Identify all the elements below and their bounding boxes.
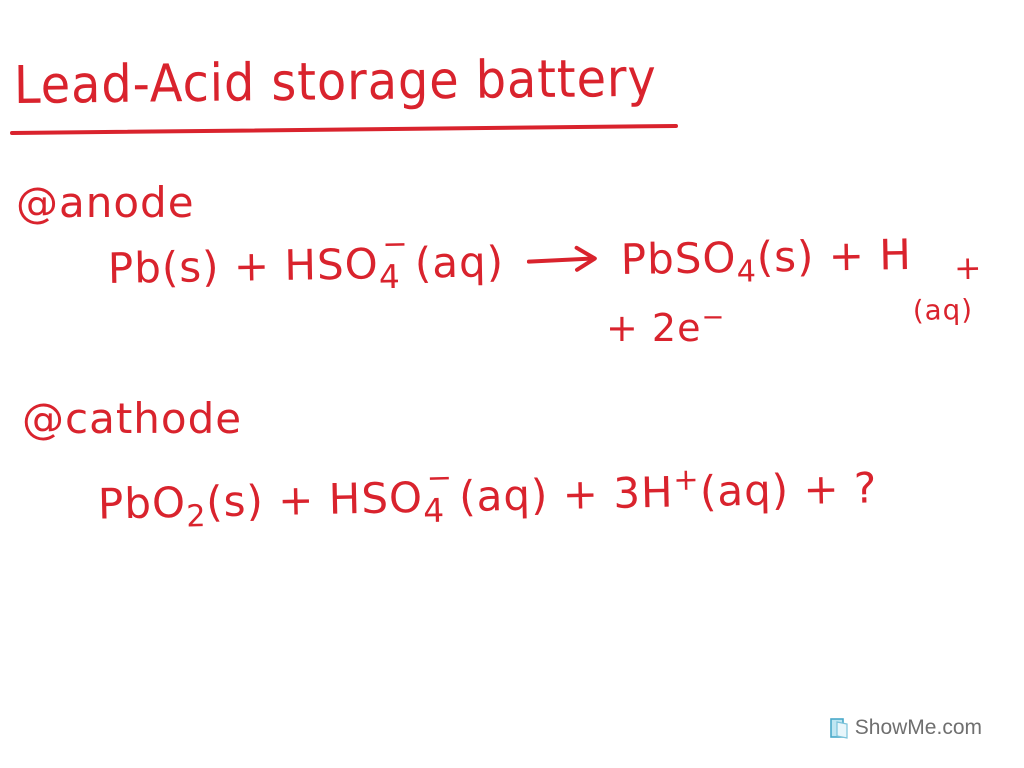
charge-minus: − bbox=[382, 227, 410, 263]
showme-logo-icon bbox=[829, 716, 849, 740]
showme-watermark bbox=[829, 716, 982, 740]
sulfate-ion bbox=[422, 460, 454, 531]
charge-minus: − bbox=[426, 460, 454, 497]
subscript-two: 2 bbox=[185, 499, 207, 535]
charge-plus: + bbox=[953, 249, 983, 288]
page-title: Lead-Acid storage battery bbox=[13, 48, 658, 116]
cathode-label: @cathode bbox=[22, 394, 243, 443]
solid-plus-h: (s) + H bbox=[756, 229, 913, 282]
subscript-four: 4 bbox=[422, 491, 446, 531]
charge-plus: + bbox=[672, 462, 701, 498]
anode-electrons bbox=[606, 302, 726, 351]
subscript-four: 4 bbox=[736, 254, 758, 290]
watermark-text: ShowMe.com bbox=[854, 716, 982, 739]
aqueous-plus-hydrogen: (aq) + 3H bbox=[458, 467, 675, 522]
right-arrow-icon bbox=[526, 242, 599, 273]
electrons-term: + 2e bbox=[606, 306, 702, 351]
charge-minus: − bbox=[701, 302, 726, 333]
solid-plus-sulfate: (s) + HSO bbox=[205, 472, 424, 527]
anode-reactants: Pb(s) + HSO bbox=[107, 239, 380, 293]
aqueous-plus-unknown: (aq) + ? bbox=[699, 463, 878, 517]
sulfate-ion bbox=[378, 227, 410, 297]
subscript-four: 4 bbox=[378, 258, 402, 297]
aqueous-state: (aq) bbox=[912, 293, 974, 328]
lead-dioxide: PbO bbox=[97, 477, 187, 529]
lead-sulfate: PbSO bbox=[620, 233, 737, 285]
anode-label: @anode bbox=[16, 178, 195, 227]
aqueous-state: (aq) bbox=[414, 237, 505, 288]
